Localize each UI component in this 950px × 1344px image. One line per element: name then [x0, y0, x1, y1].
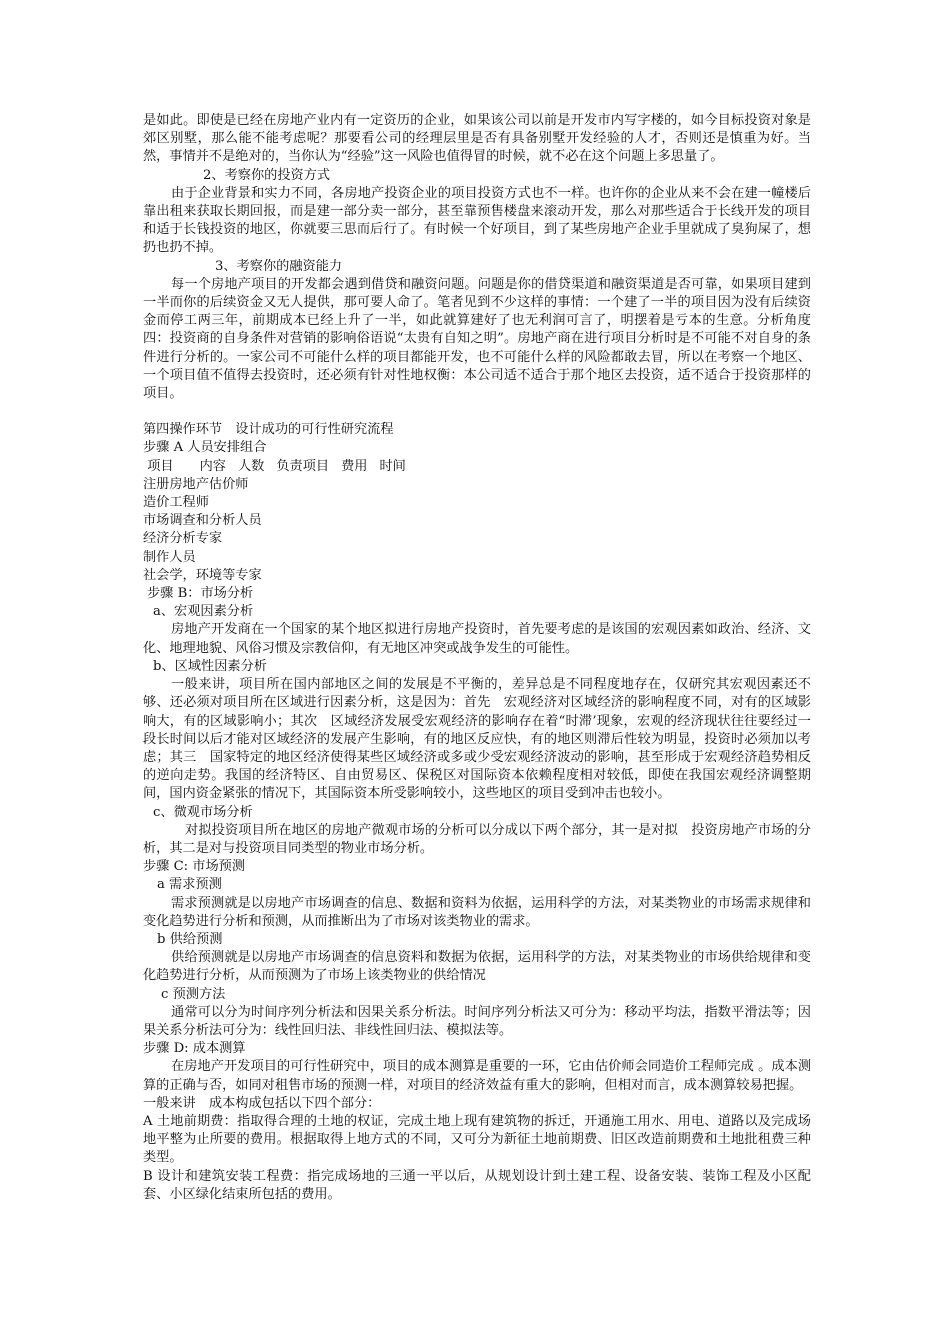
regional-factors-text: 一般来讲，项目所在国内部地区之间的发展是不平衡的，差异总是不同程度地存在，仅研究其宏观因素还不够、还必须对项目所在区域进行因素分析，这是因为：首先 宏观经济对区域经济的影响程度不同，对有的区域影响大，有的区域影响小；其次 区域经济发展受宏观经济的影响存在着“时滞’现象，宏观的经济现状往往要经过一段长时间以后才能对区域经济的发展产生影响，有的地区反应快，有的地区则滞后性较为明显，投资时必须加以考虑；其三 国家特定的地区经济使得某些区域经济或多或少受宏观经济波动的影响，甚至形成于宏观经济趋势相反的逆向走势。我国的经济特区、自由贸易区、保税区对国际资本依赖程度相对较低，即使在我国宏观经济调整期间，国内资金紧张的情况下，其国际资本所受影响较小，这些地区的项目受到冲击也较小。 — [143, 677, 811, 802]
col-count: 人数 — [237, 458, 265, 474]
macro-factors-heading: a、宏观因素分析 — [153, 604, 254, 620]
document-page — [143, 112, 811, 1204]
micro-market-heading: c、微观市场分析 — [153, 804, 253, 820]
col-time: 时间 — [379, 458, 406, 474]
role-item: 造价工程师 — [143, 495, 209, 511]
section-gap — [143, 403, 811, 421]
intro-paragraph-3: 每一个房地产项目的开发都会遇到借贷和融资问题。问题是你的借贷渠道和融资渠道是否可靠，如果项目建到一半而你的后续资金又无人提供，那可要人命了。笔者见到不少这样的事情：一个建了一半的项目因为没有后续资金而停工两三年，前期成本已经上升了一半，如此就算建好了也无利润可言了，明摆着是亏本的生意。分析角度四：投资商的自身条件对营销的影响俗语说“太贵有自知之明”。房地产商在进行项目分析时是不可能不对自身的条件进行分析的。一家公司不可能什么样的项目都能开发，也不可能什么样的风险都敢去冒，所以在考察一个地区、一个项目值不值得去投资时，还必须有针对性地权衡：本公司适不适合于那个地区去投资，适不适合于投资那样的项目。 — [143, 276, 811, 402]
col-cost: 费用 — [341, 458, 368, 474]
cost-components-intro: 一般来讲 成本构成包括以下四个部分： — [143, 1095, 381, 1111]
col-content: 内容 — [199, 458, 226, 474]
macro-factors-text: 房地产开发商在一个国家的某个地区拟进行房地产投资时，首先要考虑的是该国的宏观因素如政治、经济、文化、地理地貌、风俗习惯及宗教信仰，有无地区冲突或战争发生的可能性。 — [143, 622, 811, 656]
step-b-title: 步骤 B：市场分析 — [147, 586, 254, 602]
staff-table-header — [143, 458, 811, 476]
step-c-title: 步骤 C: 市场预测 — [143, 859, 246, 875]
forecast-methods-heading: c 预测方法 — [161, 986, 226, 1002]
col-responsibility: 负责项目 — [276, 458, 330, 474]
role-item: 市场调查和分析人员 — [143, 513, 262, 529]
role-item: 经济分析专家 — [143, 531, 223, 547]
supply-forecast-heading: b 供给预测 — [157, 931, 223, 947]
role-item: 注册房地产估价师 — [143, 476, 249, 492]
intro-paragraph-2: 由于企业背景和实力不同，各房地产投资企业的项目投资方式也不一样。也许你的企业从来不会在建一幢楼后靠出租来获取长期回报，而是建一部分卖一部分，甚至靠预售楼盘来滚动开发，那么对那些适合于长线开发的项目和适于长钱投资的地区，你就要三思而后行了。有时候一个好项目，到了某些房地产企业手里就成了臭狗屎了，想扔也扔不掉。 — [143, 185, 811, 256]
demand-forecast-text: 需求预测就是以房地产市场调查的信息、数据和资料为依据，运用科学的方法，对某类物业的市场需求规律和变化趋势进行分析和预测，从而推断出为了市场对该类物业的需求。 — [143, 895, 811, 929]
heading-investment-method: 2、考察你的投资方式 — [203, 167, 331, 183]
step-d-title: 步骤 D: 成本测算 — [143, 1041, 246, 1057]
cost-estimate-text: 在房地产开发项目的可行性研究中，项目的成本测算是重要的一环，它由估价师会同造价工程师完成 。成本测算的正确与否，如同对租售市场的预测一样，对项目的经济效益有重大的影响，但相对而言，成本测算较易把握。 — [143, 1059, 811, 1093]
col-project: 项目 — [147, 458, 174, 474]
demand-forecast-heading: a 需求预测 — [157, 877, 222, 893]
cost-item-b: B 设计和建筑安装工程费：指完成场地的三通一平以后，从规划设计到土建工程、设备安装、装饰工程及小区配套、小区绿化结束所包括的费用。 — [143, 1168, 811, 1202]
role-item: 制作人员 — [143, 549, 196, 565]
role-item: 社会学，环境等专家 — [143, 567, 262, 583]
micro-market-text: 对拟投资项目所在地区的房地产微观市场的分析可以分成以下两个部分，其一是对拟 投资房地产市场的分析，其二是对与投资项目同类型的物业市场分析。 — [143, 822, 811, 856]
intro-paragraph-1: 是如此。即使是已经在房地产业内有一定资历的企业，如果该公司以前是开发市内写字楼的，如今目标投资对象是郊区别墅，那么能不能考虑呢？那要看公司的经理层里是否有具备别墅开发经验的人才，否则还是慎重为好。当然，事情并不是绝对的，当你认为“经验”这一风险也值得冒的时候，就不必在这个问题上多思量了。 — [143, 113, 811, 165]
supply-forecast-text: 供给预测就是以房地产市场调查的信息资料和数据为依据，运用科学的方法，对某类物业的市场供给规律和变化趋势进行分析，从而预测为了市场上该类物业的供给情况 — [143, 950, 811, 984]
step-a-title: 步骤 A 人员安排组合 — [143, 440, 267, 456]
forecast-methods-text: 通常可以分为时间序列分析法和因果关系分析法。时间序列分析法又可分为：移动平均法，指数平滑法等；因果关系分析法可分为：线性回归法、非线性回归法、模拟法等。 — [143, 1004, 811, 1038]
cost-item-a: A 土地前期费：指取得合理的土地的权证，完成土地上现有建筑物的拆迁，开通施工用水、用电、道路以及完成场地平整为止所要的费用。根据取得上地方式的不同，又可分为新征土地前期费、旧区改造前期费和土地批租费三种类型。 — [143, 1113, 811, 1166]
heading-financing-ability: 3、考察你的融资能力 — [215, 258, 343, 274]
regional-factors-heading: b、区域性因素分析 — [153, 658, 267, 674]
section-title: 第四操作环节 设计成功的可行性研究流程 — [143, 422, 394, 438]
